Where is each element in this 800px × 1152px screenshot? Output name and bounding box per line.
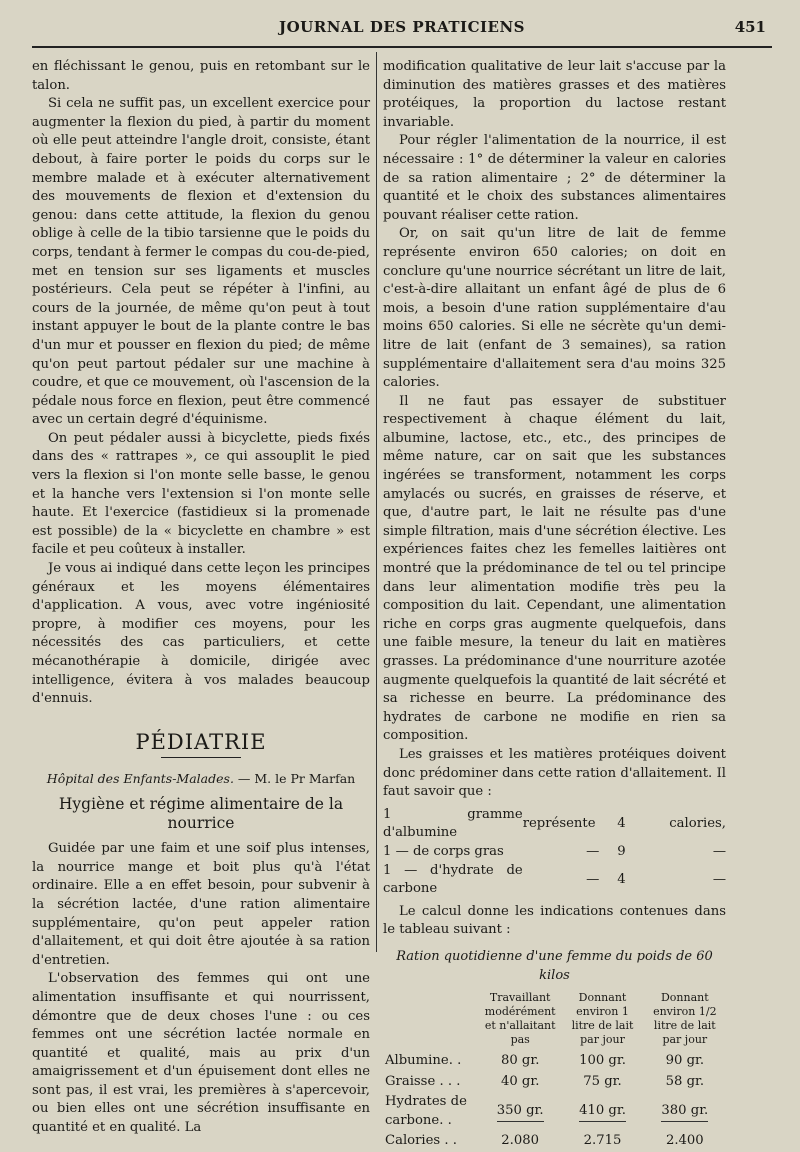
table-cell: — bbox=[712, 843, 726, 859]
table-cell: 40 gr. bbox=[500, 1073, 540, 1089]
table-caption: Ration quotidienne d'une femme du poids de 60 kilos bbox=[396, 948, 713, 983]
paragraph: L'observation des femmes qui ont une alimentation insuffisante et qui nourrissent, démontre que de deux choses l'une : ou ces femmes ont une sécrétion lactée normale en quantité et qualité, mais au prix d'un amaigrissement et d'un épuisement dont elles ne sont pas, il est vrai, les premières à s'apercevoir, ou bien elles ont une sécrétion insuffisante en quantité et en qualité. La bbox=[32, 971, 370, 1136]
cell-value: 350 gr. bbox=[497, 1102, 544, 1122]
paragraph: en fléchissant le genou, puis en retombant sur le talon. bbox=[32, 59, 370, 93]
table-cell bbox=[561, 1092, 643, 1131]
section-title: PÉDIATRIE bbox=[135, 729, 267, 754]
table-cell bbox=[479, 1092, 561, 1131]
paragraph: Je vous ai indiqué dans cette leçon les principes généraux et les moyens élémentaires d'application. A vous, avec votre ingéniosité propre, à modifier ces moyens, pour les nécessités des cas particuliers, et cette mécanothérapie à domicile, dirigée avec intelligence, évitera à vos malades beaucoup d'ennuis. bbox=[32, 561, 370, 707]
table-cell: 58 gr. bbox=[665, 1073, 705, 1089]
page-header bbox=[32, 14, 772, 48]
table-cell: représente bbox=[522, 816, 596, 832]
table-cell: 4 bbox=[617, 871, 626, 887]
row-label: Albumine. . bbox=[385, 1053, 462, 1069]
paragraph: modification qualitative de leur lait s'accuse par la diminution des matières grasses et des matières protéiques, la proportion du lactose restant invariable. bbox=[383, 59, 726, 130]
table-row bbox=[383, 843, 726, 862]
table-cell: 1 — d'hydrate de carbone bbox=[383, 862, 523, 897]
table-header-cell: Donnant environ 1/2 litre de lait par jour bbox=[653, 991, 717, 1047]
paragraph: Guidée par une faim et une soif plus intenses, la nourrice mange et boit plus qu'à l'état ordinaire. Elle a en effet besoin, pour subvenir à la sécrétion lactée, d'une ration alimentaire supplémentaire, qu'on peut appeler ration d'allaitement, et qui doit être ajoutée à sa ration d'entretien. bbox=[32, 841, 370, 968]
article-title: Hygiène et régime alimentaire de la nourrice bbox=[58, 794, 344, 832]
table-cell: 2.080 bbox=[501, 1133, 540, 1149]
table-cell: 80 gr. bbox=[500, 1053, 540, 1069]
table-cell: calories, bbox=[669, 816, 726, 832]
right-column bbox=[383, 58, 726, 1152]
table-row bbox=[383, 1131, 726, 1152]
cell-value: 380 gr. bbox=[661, 1102, 708, 1122]
table-header-row bbox=[383, 991, 726, 1051]
paragraph: Pour régler l'alimentation de la nourrice, il est nécessaire : 1° de déterminer la valeur en calories de sa ration alimentaire ; 2° de déterminer la quantité et le choix des substances alimentaires pouvant réaliser cette ration. bbox=[383, 133, 726, 223]
table-cell: 4 bbox=[617, 816, 626, 832]
paragraph: Les graisses et les matières protéiques doivent donc prédominer dans cette ration d'allaitement. Il faut savoir que : bbox=[383, 746, 726, 800]
table-cell: 1 — de corps gras bbox=[383, 843, 504, 859]
paragraph: On peut pédaler aussi à bicyclette, pieds fixés dans des « rattrapes », ce qui assouplit le pied vers la flexion si l'on monte selle basse, le genou et la hanche vers l'extension si l'on monte selle haute. Et l'exercice (fastidieux si la promenade est possible) de la « bicyclette en chambre » est facile et peu coûteux à installer. bbox=[32, 430, 370, 558]
table-header-cell: Donnant environ 1 litre de lait par jour bbox=[571, 991, 634, 1047]
byline-author: — M. le Pr Marfan bbox=[233, 771, 356, 787]
table-cell: 2.715 bbox=[583, 1133, 622, 1149]
table-row bbox=[383, 1051, 726, 1072]
left-column bbox=[32, 58, 370, 1138]
table-cell: 1 gramme d'albumine bbox=[383, 806, 523, 841]
article-byline bbox=[32, 770, 370, 789]
table-cell: 90 gr. bbox=[665, 1053, 705, 1069]
table-row bbox=[383, 1072, 726, 1093]
journal-title: JOURNAL DES PRATICIENS bbox=[279, 18, 525, 36]
paragraph: Le calcul donne les indications contenues dans le tableau suivant : bbox=[383, 903, 726, 938]
paragraph: Il ne faut pas essayer de substituer respectivement à chaque élément du lait, albumine, lactose, etc., etc., des principes de même nature, car on sait que les substances ingérées se transforment, notamment les corps amylacés ou sucrés, en graisses de réserve, et que, d'autre part, le lait ne résulte pas d'une simple filtration, mais d'une sécrétion élective. Les expériences faites chez les femelles laitières ont montré que la prédominance de tel ou tel principe dans leur alimentation modifie très peu la composition du lait. Cependant, une alimentation riche en corps gras augmente quelquefois, dans une faible mesure, la teneur du lait en matières grasses. La prédominance d'une nourriture azotée augmente quelquefois la quantité de lait sécrété et sa richesse en beurre. La prédominance des hydrates de carbone ne modifie en rien sa composition. bbox=[383, 393, 726, 744]
section-divider bbox=[161, 757, 241, 758]
table-header-cell: Travaillant modérément et n'allaitant pas bbox=[484, 991, 556, 1047]
ration-table bbox=[383, 991, 726, 1152]
table-cell: — bbox=[586, 843, 600, 859]
table-cell: 2.400 bbox=[665, 1133, 704, 1149]
byline-place: Hôpital des Enfants-Malades. bbox=[46, 771, 234, 787]
cell-value: 410 gr. bbox=[579, 1102, 626, 1122]
paragraph: Si cela ne suffit pas, un excellent exercice pour augmenter la flexion du pied, à partir du moment où elle peut atteindre l'angle droit, consiste, étant debout, à faire porter le poids du corps sur le membre malade et à exécuter alternativement des mouvements de flexion et d'extension du genou: dans cette attitude, la flexion du genou oblige à celle de la tibio tarsienne que le poids du corps, tendant à fermer le compas du cou-de-pied, met en tension sur ses ligaments et muscles postérieurs. Cela peut se répéter à l'infini, au cours de la journée, de même qu'on peut à tout instant appuyer le bout de la plante contre le bas d'un mur et pousser en flexion du pied; de même qu'on peut partout pédaler sur une machine à coudre, et que ce mouvement, où l'ascension de la pédale nous force en flexion, peut être commencé avec un certain degré d'équinisme. bbox=[32, 96, 370, 428]
calories-table bbox=[383, 806, 726, 899]
table-cell: — bbox=[712, 871, 726, 887]
table-cell: 9 bbox=[617, 843, 626, 859]
table-cell: 75 gr. bbox=[583, 1073, 622, 1089]
table-row bbox=[383, 806, 726, 843]
row-label: Hydrates de carbone. . bbox=[385, 1094, 467, 1128]
table-cell bbox=[644, 1092, 726, 1131]
row-label: Calories . . bbox=[385, 1133, 457, 1149]
table-row bbox=[383, 862, 726, 899]
table-header-cell bbox=[383, 991, 479, 1051]
table-cell: — bbox=[586, 871, 600, 887]
table-cell: 100 gr. bbox=[579, 1053, 626, 1069]
page-number: 451 bbox=[734, 18, 766, 36]
paragraph: Or, on sait qu'un litre de lait de femme représente environ 650 calories; on doit en conclure qu'une nourrice sécrétant un litre de lait, c'est-à-dire allaitant un enfant âgé de plus de 6 mois, a besoin d'une ration supplémentaire d'au moins 650 calories. Si elle ne sécrète qu'un demi-litre de lait (enfant de 3 semaines), sa ration supplémentaire d'allaitement sera d'au moins 325 calories. bbox=[383, 226, 726, 391]
table-row bbox=[383, 1092, 726, 1131]
row-label: Graisse . . . bbox=[385, 1073, 461, 1089]
column-divider bbox=[376, 52, 377, 952]
